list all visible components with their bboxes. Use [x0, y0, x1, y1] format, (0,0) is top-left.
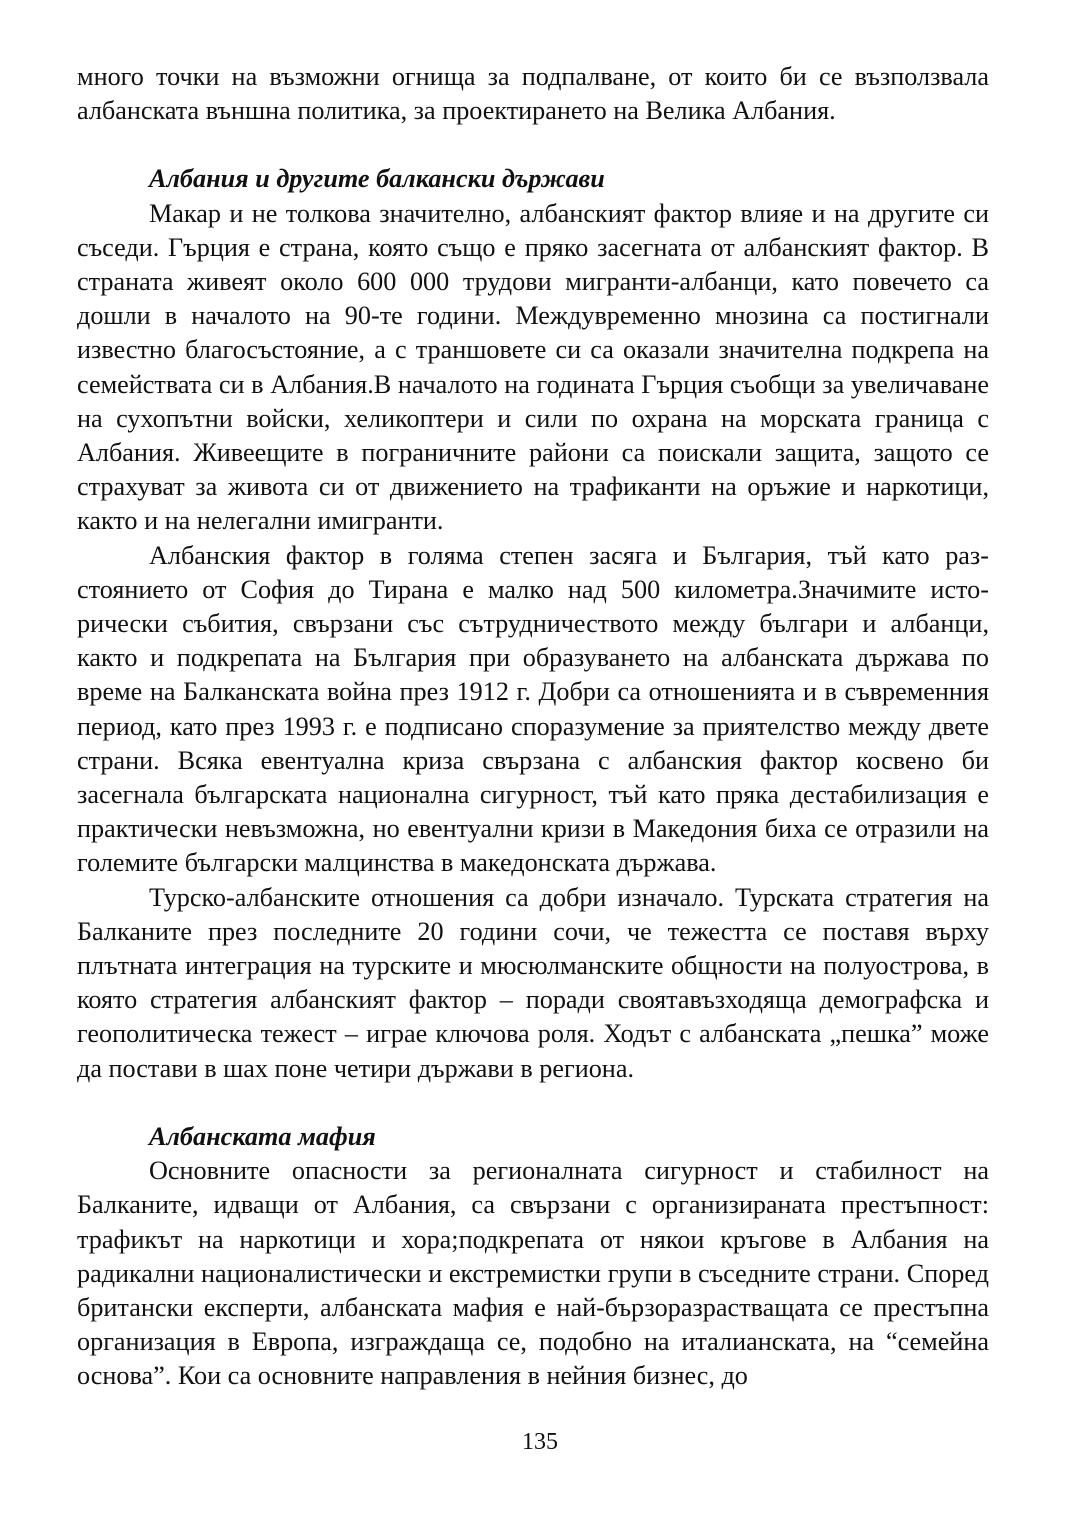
page-number: 135 [522, 1429, 558, 1455]
paragraph-greece: Макар и не толкова значително, албанският фактор влияе и на другите си съседи. Гърция е страна, която също е пряко засегната от албанският фактор. В страната живеят около 600 000 трудови мигранти-албанци, като повечето са дошли в началото на 90-те години. Междувременно мнозина са постигнали известно благосъстояние, а с траншовете си са оказали значителна подкрепа на семействата си в Албания.В началото на годината Гърция съобщи за увеличаване на сухопътни войски, хеликоптери и сили по охрана на морската граница с Албания. Живеещите в пограничните райони са поискали защита, защото се страхуват за живота си от движението на трафиканти на оръжие и наркотици, както и на нелегални имигранти. [77, 198, 989, 536]
document-page [77, 60, 989, 1394]
section-spacer [77, 128, 989, 162]
paragraph-mafia: Основните опасности за регионалната сигурност и стабилност на Балканите, идващи от Албания, са свързани с организираната престъпност: трафикът на наркотици и хора;подкрепата от някои кръгове в Албания на радикални националистически и екстремистки групи в съседните страни. Според британски експерти, албанската мафия е най-бързоразрастващата се престъпна организация в Европа, изграждаща се, подобно на италианската, на “семейна основа”. Кои са основните направления в нейния бизнес, до [77, 1156, 989, 1391]
paragraph-continuation: много точки на възможни огнища за подпалване, от които би се възползвала албанската външна политика, за проектирането на Велика Албания. [77, 62, 989, 126]
section-spacer [77, 1086, 989, 1120]
paragraph-turkey: Турско-албанските отношения са добри изначало. Турската стратегия на Балканите през последните 20 години сочи, че тежестта се поставя върху плътната интеграция на турските и мюсюлманските общности на полуострова, в която стратегия албанският фактор – поради своятавъзходяща демографска и геополитическа тежест – играе ключова роля. Ходът с албанската „пешка” може да постави в шах поне четири държави в региона. [77, 882, 989, 1083]
section-heading-albania-and-balkans: Албания и другите балкански държави [149, 164, 605, 194]
paragraph-bulgaria: Албанския фактор в голяма степен засяга и България, тъй като разстоянието от София до Тирана е малко над 500 километра.Значимите исторически събития, свързани със сътрудничеството между българи и албанци, както и подкрепата на България при образуването на албанската държава по време на Балканската война през 1912 г. Добри са отношенията и в съвременния период, като през 1993 г. е подписано споразумение за приятелство между двете страни. Всяка евентуална криза свързана с албанския фактор косвено би засегнала българската национална сигурност, тъй като пряка дестабилизация е практически невъзможна, но евентуални кризи в Македония биха се отразили на големите български малцинства в македонската държава. [77, 540, 989, 878]
section-heading-albanian-mafia: Албанската мафия [149, 1121, 376, 1151]
